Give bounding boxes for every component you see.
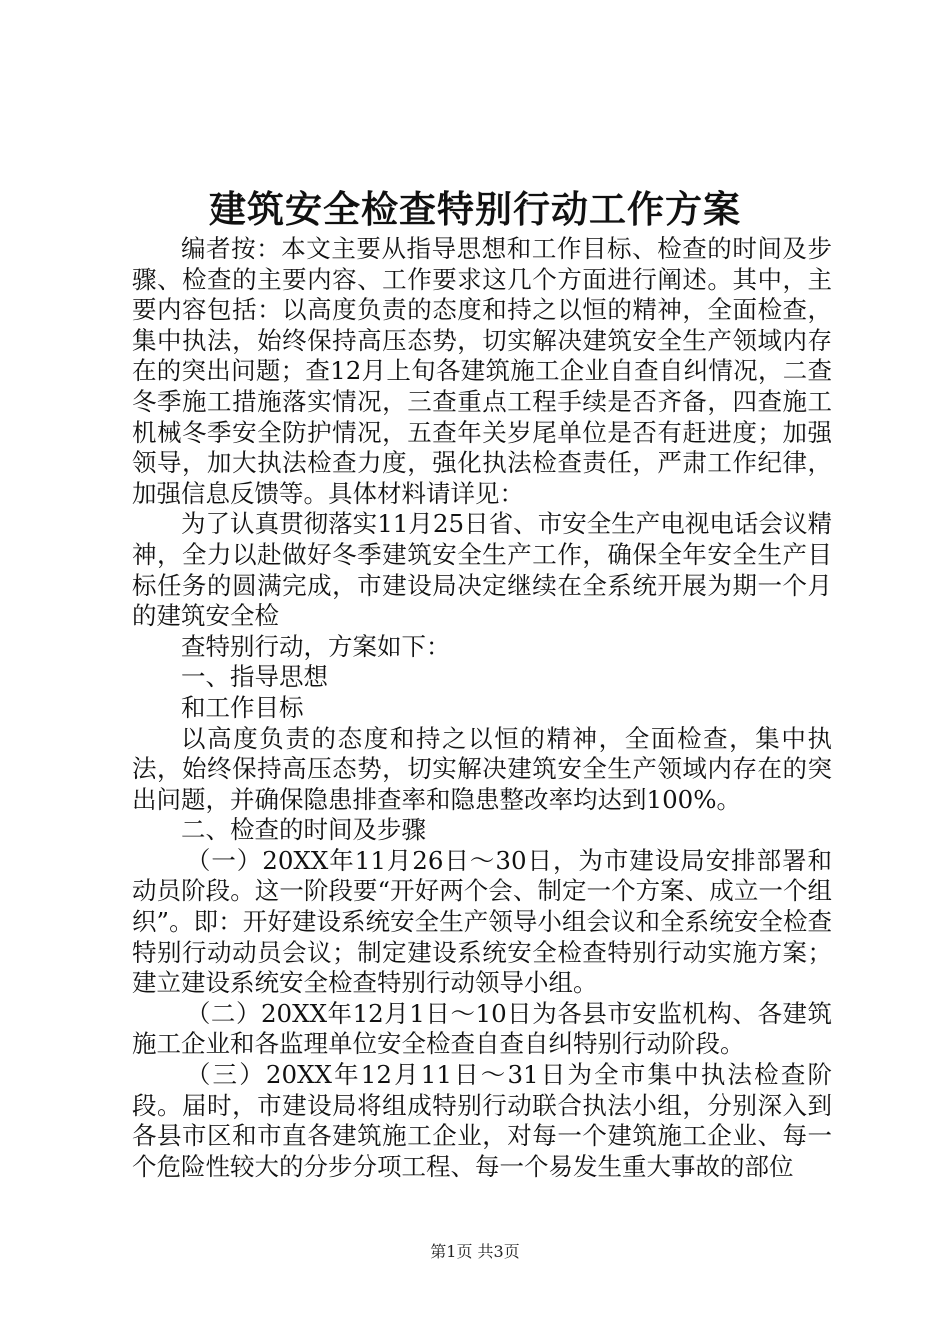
intro-paragraph: 为了认真贯彻落实11月25日省、市安全生产电视电话会议精神，全力以赴做好冬季建筑安全生产工作，确保全年安全生产目标任务的圆满完成，市建设局决定继续在全系统开展为期一个月的建筑安全检 [132,509,832,631]
document-title: 建筑安全检查特别行动工作方案 [209,187,741,231]
intro-continuation: 查特别行动，方案如下： [181,631,451,661]
document-body [132,234,832,1182]
editor-note-paragraph: 编者按：本文主要从指导思想和工作目标、检查的时间及步骤、检查的主要内容、工作要求这几个方面进行阐述。其中，主要内容包括：以高度负责的态度和持之以恒的精神，全面检查，集中执法，始终保持高压态势，切实解决建筑安全生产领域内存在的突出问题；查12月上旬各建筑施工企业自查自纠情况，二查冬季施工措施落实情况，三查重点工程手续是否齐备，四查施工机械冬季安全防护情况，五查年关岁尾单位是否有赶进度；加强领导，加大执法检查力度，强化执法检查责任，严肃工作纪律，加强信息反馈等。具体材料请详见： [132,234,832,508]
section-heading-guiding-thought: 一、指导思想 [181,662,328,692]
section-heading-time-steps: 二、检查的时间及步骤 [181,815,426,845]
page-footer: 第1页 共3页 [430,1242,520,1261]
step-two-paragraph: （二）20XX年12月1日～10日为各县市安监机构、各建筑施工企业和各监理单位安全检查自查自纠特别行动阶段。 [132,998,832,1059]
guiding-thought-paragraph: 以高度负责的态度和持之以恒的精神，全面检查，集中执法，始终保持高压态势，切实解决建筑安全生产领域内存在的突出问题，并确保隐患排查率和隐患整改率均达到100%。 [132,723,832,814]
step-one-paragraph: （一）20XX年11月26日～30日，为市建设局安排部署和动员阶段。这一阶段要“开好两个会、制定一个方案、成立一个组织”。即：开好建设系统安全生产领导小组会议和全系统安全检查特别行动动员会议；制定建设系统安全检查特别行动实施方案；建立建设系统安全检查特别行动领导小组。 [132,845,832,998]
step-three-paragraph: （三）20XX年12月11日～31日为全市集中执法检查阶段。届时，市建设局将组成特别行动联合执法小组，分别深入到各县市区和市直各建筑施工企业，对每一个建筑施工企业、每一个危险性较大的分步分项工程、每一个易发生重大事故的部位 [132,1060,832,1181]
section-heading-work-goal: 和工作目标 [181,692,304,722]
